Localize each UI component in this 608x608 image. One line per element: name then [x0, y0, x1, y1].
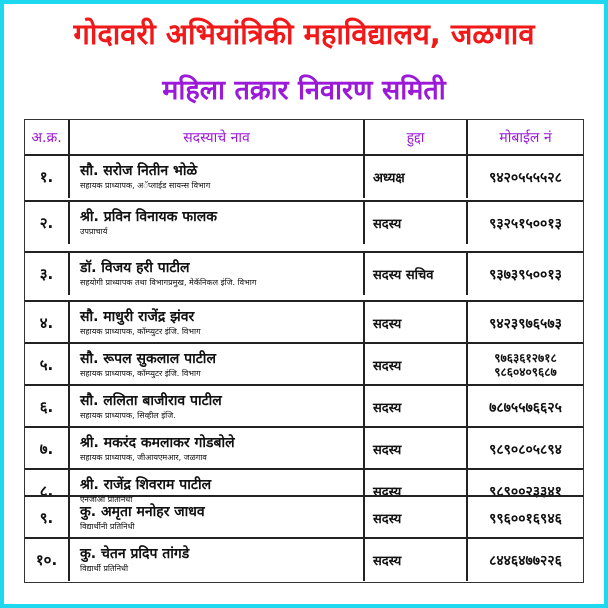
member-name: श्री. मकरंद कमलाकर गोडबोले [80, 435, 235, 451]
table-header [25, 120, 583, 156]
member-name: कु. चेतन प्रदिप तांगडे [80, 546, 190, 562]
college-title: गोदावरी अभियांत्रिकी महाविद्यालय, जळगाव [73, 17, 535, 51]
table-row [25, 300, 583, 344]
member-designation: सहयोगी प्राध्यापक तथा विभागप्रमुख, मेकॅनिकल इंजि. विभाग [80, 278, 257, 287]
row-serial: ४. [25, 302, 70, 344]
column-header-mobile: मोबाईल नं [499, 129, 552, 146]
member-mobile: ९४२०५५५५२८ [489, 169, 562, 186]
member-designation: सहायक प्राध्यापक, कॉम्प्युटर इंजि. विभाग [80, 369, 201, 378]
table-row [25, 426, 583, 470]
member-post: सदस्य [365, 539, 468, 581]
member-mobile: ९८९००२३३४१ [489, 483, 562, 500]
member-cell [70, 302, 365, 344]
member-designation: उपप्राचार्य [80, 227, 108, 236]
member-cell [70, 497, 365, 539]
member-mobile: ९३७३९५००१३ [489, 266, 562, 283]
row-serial: ३. [25, 253, 70, 295]
table-row [25, 537, 583, 581]
member-name: डॉ. विजय हरी पाटील [80, 260, 190, 276]
mobile-cell [468, 202, 583, 244]
member-mobile: ८४४६४७७२२६ [489, 552, 562, 569]
member-mobile: ७८७५५७६६२५ [489, 399, 562, 416]
member-designation: सहायक प्राध्यापक, सिव्हील इंजि. [80, 411, 176, 420]
member-post: सदस्य [365, 470, 468, 512]
member-designation: विद्यार्थी प्रतिनिधी [80, 564, 129, 573]
member-designation: सहायक प्राध्यापक, कॉम्प्युटर इंजि. विभाग [80, 327, 201, 336]
member-mobile: ९४२३९७६५७३ [489, 315, 562, 332]
member-cell [70, 386, 365, 428]
mobile-cell [468, 428, 583, 470]
member-mobile-alt: ९८६०४०९६८७ [494, 365, 557, 379]
member-post: सदस्य [365, 302, 468, 344]
row-serial: ६. [25, 386, 70, 428]
table-row [25, 384, 583, 428]
mobile-cell [468, 156, 583, 198]
committee-title: महिला तक्रार निवारण समिती [162, 75, 446, 106]
row-serial: ७. [25, 428, 70, 470]
row-serial: १. [25, 156, 70, 198]
mobile-cell [468, 253, 583, 295]
row-serial: ९. [25, 497, 70, 539]
member-cell [70, 428, 365, 470]
column-header-post: हुद्दा [365, 120, 468, 154]
mobile-cell [468, 302, 583, 344]
member-cell [70, 539, 365, 581]
table-row [25, 495, 583, 539]
mobile-cell [468, 344, 583, 386]
table-row [25, 200, 583, 244]
member-name: सौ. रूपल सुकलाल पाटील [80, 351, 216, 367]
member-mobile: ९७६३६१२७१८ [494, 351, 557, 365]
member-designation: सहायक प्राध्यापक, अॅप्लाईड सायन्स विभाग [80, 181, 211, 190]
table-row [25, 156, 583, 198]
mobile-cell [468, 386, 583, 428]
row-serial: २. [25, 202, 70, 244]
mobile-cell [468, 497, 583, 539]
member-cell [70, 344, 365, 386]
row-serial: १०. [25, 539, 70, 581]
member-cell [70, 156, 365, 198]
member-cell [70, 253, 365, 295]
member-post: सदस्य [365, 497, 468, 539]
member-name: सौ. सरोज नितीन भोळे [80, 163, 198, 179]
member-mobile: ९८९०८०५८९४ [489, 441, 562, 458]
member-designation: एनजीओ प्रतिनिधी [80, 495, 133, 504]
member-designation: विद्यार्थीनी प्रतिनिधी [80, 522, 135, 531]
column-header-sr: अ.क्र. [25, 120, 70, 154]
member-name: सौ. ललिता बाजीराव पाटील [80, 393, 222, 409]
member-mobile: ९३२५१५००१३ [489, 215, 562, 232]
member-post: सदस्य सचिव [365, 253, 468, 295]
member-post: अध्यक्ष [365, 156, 468, 198]
member-post: सदस्य [365, 386, 468, 428]
members-table [24, 119, 584, 583]
member-cell [70, 202, 365, 244]
member-mobile: ९९६००१६९४६ [489, 510, 562, 527]
table-row [25, 342, 583, 386]
member-name: कु. अमृता मनोहर जाधव [80, 504, 205, 520]
column-header-name: सदस्याचे नाव [70, 120, 365, 154]
member-name: सौ. माधुरी राजेंद्र झंवर [80, 309, 195, 325]
member-name: श्री. प्रविन विनायक फालक [80, 209, 217, 225]
row-serial: ८. [25, 470, 70, 512]
mobile-cell [468, 539, 583, 581]
member-post: सदस्य [365, 202, 468, 244]
member-designation: सहायक प्राध्यापक, जीआयएमआर, जळगाव [80, 453, 207, 462]
member-post: सदस्य [365, 344, 468, 386]
table-row [25, 251, 583, 295]
member-name: श्री. राजेंद्र शिवराम पाटील [80, 477, 212, 493]
row-serial: ५. [25, 344, 70, 386]
member-post: सदस्य [365, 428, 468, 470]
